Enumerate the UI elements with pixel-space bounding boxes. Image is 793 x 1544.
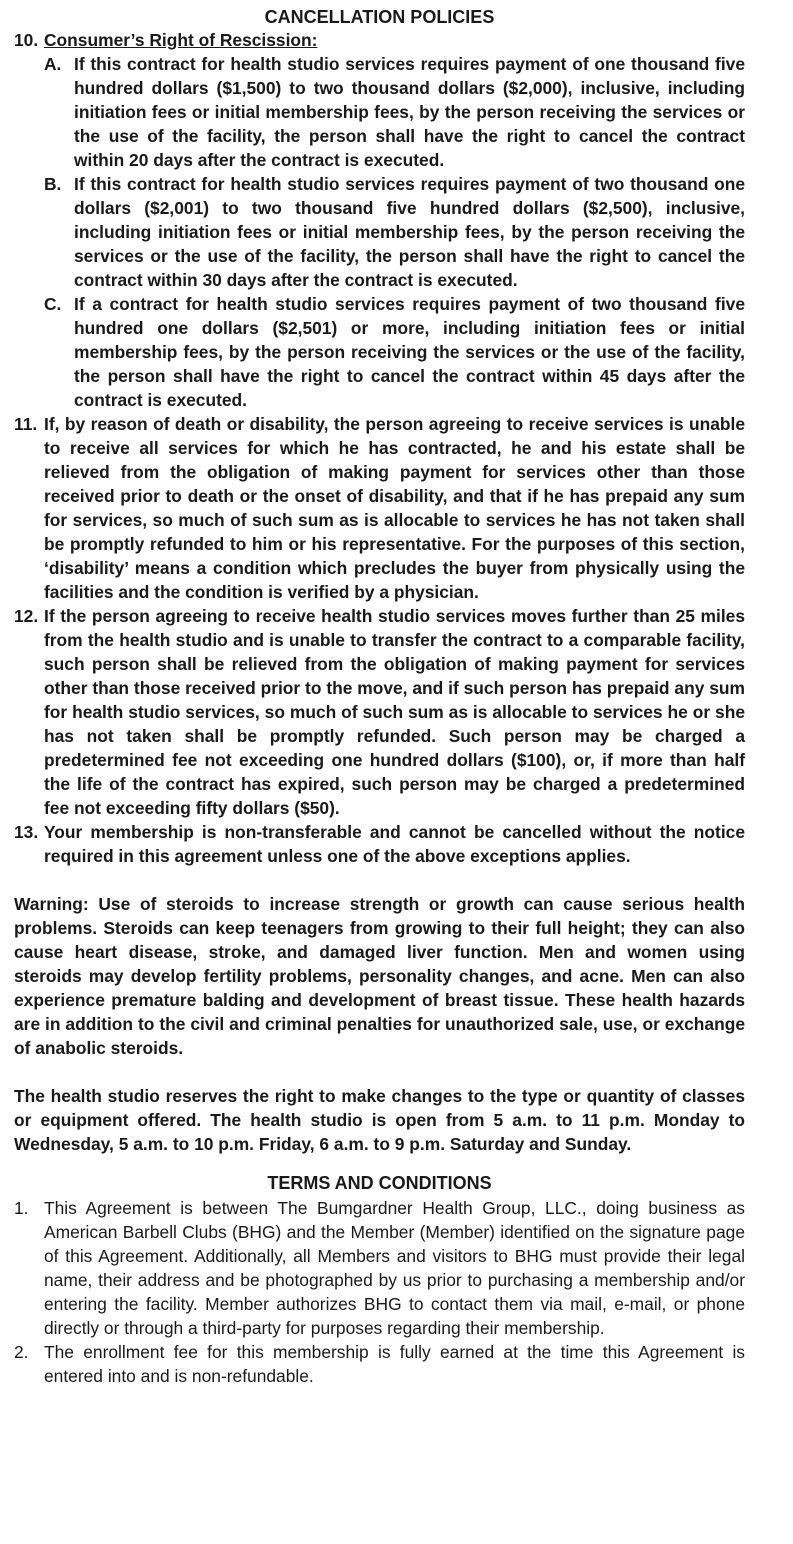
rescission-clause-c <box>44 292 745 412</box>
policy-item-11 <box>14 412 745 604</box>
item-heading <box>44 28 745 52</box>
document-page <box>14 6 745 1388</box>
item-number: 10. <box>14 30 39 50</box>
item-text: The enrollment fee for this membership is fully earned at the time this Agreement is entered into and is non-refundable. <box>44 1342 745 1386</box>
item-number: 12. <box>14 606 39 626</box>
steroid-warning: Warning: Use of steroids to increase strength or growth can cause serious health problems. Steroids can keep teenagers from growing to their full height; they can also cause heart disease, stroke, and damaged liver function. Men and women using steroids may develop fertility problems, personality changes, and acne. Men can also experience premature balding and development of breast tissue. These health hazards are in addition to the civil and criminal penalties for unauthorized sale, use, or exchange of anabolic steroids. <box>14 894 745 1058</box>
clause-text: If a contract for health studio services requires payment of two thousand five hundred one dollars ($2,501) or more, including initiation fees or initial membership fees, by the person receiving the services or the use of the facility, the person shall have the right to cancel the contract within 45 days after the contract is executed. <box>74 294 745 410</box>
item-number: 11. <box>14 414 38 434</box>
terms-item-2 <box>14 1340 745 1388</box>
item-number: 13. <box>14 822 39 842</box>
cancellation-policies-section <box>14 28 745 1156</box>
terms-item-1 <box>14 1196 745 1340</box>
policy-item-13 <box>14 820 745 868</box>
item-text: If, by reason of death or disability, the person agreeing to receive services is unable to receive all services for which he has contracted, he and his estate shall be relieved from the obligation of making payment for services other than those received prior to death or the onset of disability, and that if he has prepaid any sum for services, so much of such sum as is allocable to services he has not taken shall be promptly refunded to him or his representative. For the purposes of this section, ‘disability’ means a condition which precludes the buyer from physically using the facilities and the condition is verified by a physician. <box>44 414 745 602</box>
clause-letter: A. <box>44 54 62 74</box>
clause-text: If this contract for health studio services requires payment of two thousand one dollars ($2,001) to two thousand five hundred dollars ($2,500), inclusive, including initiation fees or initial membership fees, by the person receiving the services or the use of the facility, the person shall have the right to cancel the contract within 30 days after the contract is executed. <box>74 174 745 290</box>
cancellation-policies-heading: CANCELLATION POLICIES <box>264 7 495 27</box>
policy-item-10 <box>14 28 745 52</box>
clause-letter: B. <box>44 174 62 194</box>
item-text: If the person agreeing to receive health studio services moves further than 25 miles from the health studio and is unable to transfer the contract to a comparable facility, such person shall be relieved from the obligation of making payment for services other than those received prior to the move, and if such person has prepaid any sum for health studio services, so much of such sum as is allocable to services he or she has not taken shall be promptly refunded. Such person may be charged a predetermined fee not exceeding one hundred dollars ($100), or, if more than half the life of the contract has expired, such person may be charged a predetermined fee not exceeding fifty dollars ($50). <box>44 606 745 818</box>
rescission-heading: Consumer’s Right of Rescission: <box>44 30 318 50</box>
terms-and-conditions-heading: TERMS AND CONDITIONS <box>267 1173 492 1193</box>
item-number: 2. <box>14 1342 29 1362</box>
item-number: 1. <box>14 1198 29 1218</box>
rescission-clause-b <box>44 172 745 292</box>
studio-hours-notice: The health studio reserves the right to make changes to the type or quantity of classes or equipment offered. The health studio is open from 5 a.m. to 11 p.m. Monday to Wednesday, 5 a.m. to 10 p.m. Friday, 6 a.m. to 9 p.m. Saturday and Sunday. <box>14 1086 745 1154</box>
spacer <box>14 1060 745 1084</box>
spacer <box>14 868 745 892</box>
item-text: This Agreement is between The Bumgardner Health Group, LLC., doing business as American Barbell Clubs (BHG) and the Member (Member) identified on the signature page of this Agreement. Additionally, all Members and visitors to BHG must provide their legal name, their address and be photographed by us prior to purchasing a membership and/or entering the facility. Member authorizes BHG to contact them via mail, e-mail, or phone directly or through a third-party for purposes regarding their membership. <box>44 1198 745 1338</box>
rescission-clause-a <box>44 52 745 172</box>
terms-section <box>14 1196 745 1388</box>
item-text: Your membership is non-transferable and cannot be cancelled without the notice required in this agreement unless one of the above exceptions applies. <box>44 822 745 866</box>
clause-letter: C. <box>44 294 62 314</box>
clause-text: If this contract for health studio services requires payment of one thousand five hundred dollars ($1,500) to two thousand dollars ($2,000), inclusive, including initiation fees or initial membership fees, by the person receiving the services or the use of the facility, the person shall have the right to cancel the contract within 20 days after the contract is executed. <box>74 54 745 170</box>
policy-item-12 <box>14 604 745 820</box>
